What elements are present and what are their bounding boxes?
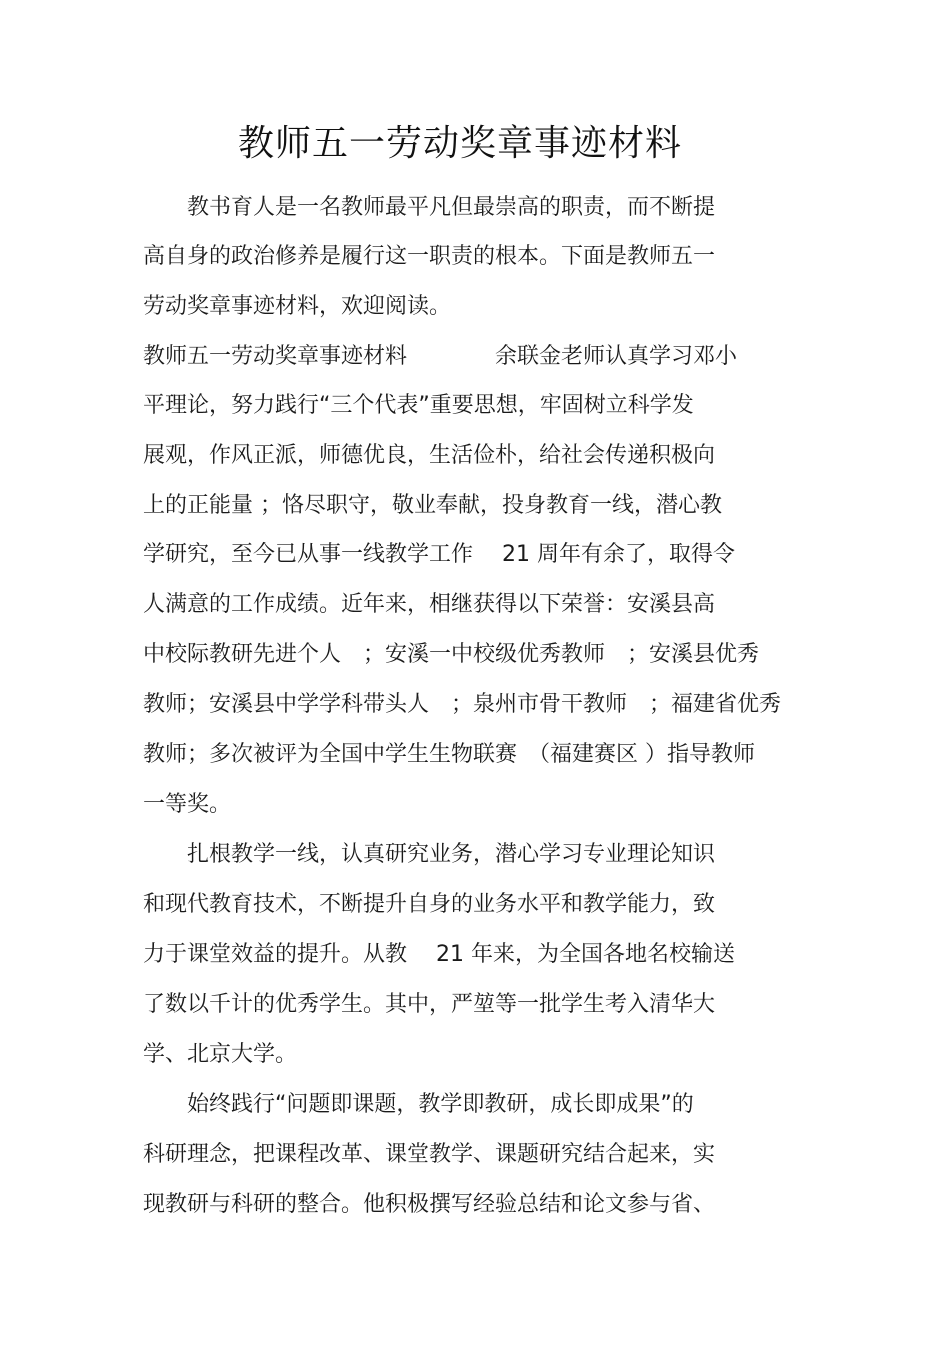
body-line: 上的正能量 ；恪尽职守，敬业奉献，投身教育一线，潜心教 [143,493,722,518]
body-line: 现教研与科研的整合。他积极撰写经验总结和论文参与省、 [143,1192,716,1217]
body-line: 学、北京大学。 [143,1042,298,1067]
body-line: 和现代教育技术，不断提升自身的业务水平和教学能力，致 [143,892,716,917]
body-line: 高自身的政治修养是履行这一职责的根本。下面是教师五一 [143,244,716,269]
body-line: 平理论，努力践行“三个代表”重要思想，牢固树立科学发 [143,393,694,418]
body-line: 教师；安溪县中学学科带头人 ；泉州市骨干教师 ；福建省优秀 [143,692,782,717]
body-line: 中校际教研先进个人 ；安溪一中校级优秀教师 ；安溪县优秀 [143,642,760,667]
body-line: 学研究，至今已从事一线教学工作 21 周年有余了，取得令 [143,542,735,567]
body-line: 教书育人是一名教师最平凡但最崇高的职责，而不断提 [143,195,716,220]
body-line: 力于课堂效益的提升。从教 21 年来，为全国各地名校输送 [143,942,735,967]
body-line: 一等奖。 [143,792,232,817]
body-line: 教师；多次被评为全国中学生生物联赛 （福建赛区 ）指导教师 [143,742,755,767]
body-line: 教师五一劳动奖章事迹材料 余联金老师认真学习邓小 [143,344,738,369]
body-line: 了数以千计的优秀学生。其中，严堃等一批学生考入清华大 [143,992,716,1017]
body-line: 科研理念，把课程改革、课堂教学、课题研究结合起来，实 [143,1142,716,1167]
document-title: 教师五一劳动奖章事迹材料 [237,123,682,164]
body-line: 始终践行“问题即课题，教学即教研，成长即成果”的 [143,1092,694,1117]
body-line: 扎根教学一线，认真研究业务，潜心学习专业理论知识 [143,842,716,867]
body-line: 劳动奖章事迹材料，欢迎阅读。 [143,294,452,319]
body-line: 展观，作风正派，师德优良，生活俭朴，给社会传递积极向 [143,443,716,468]
body-line: 人满意的工作成绩。近年来，相继获得以下荣誉：安溪县高 [143,592,716,617]
